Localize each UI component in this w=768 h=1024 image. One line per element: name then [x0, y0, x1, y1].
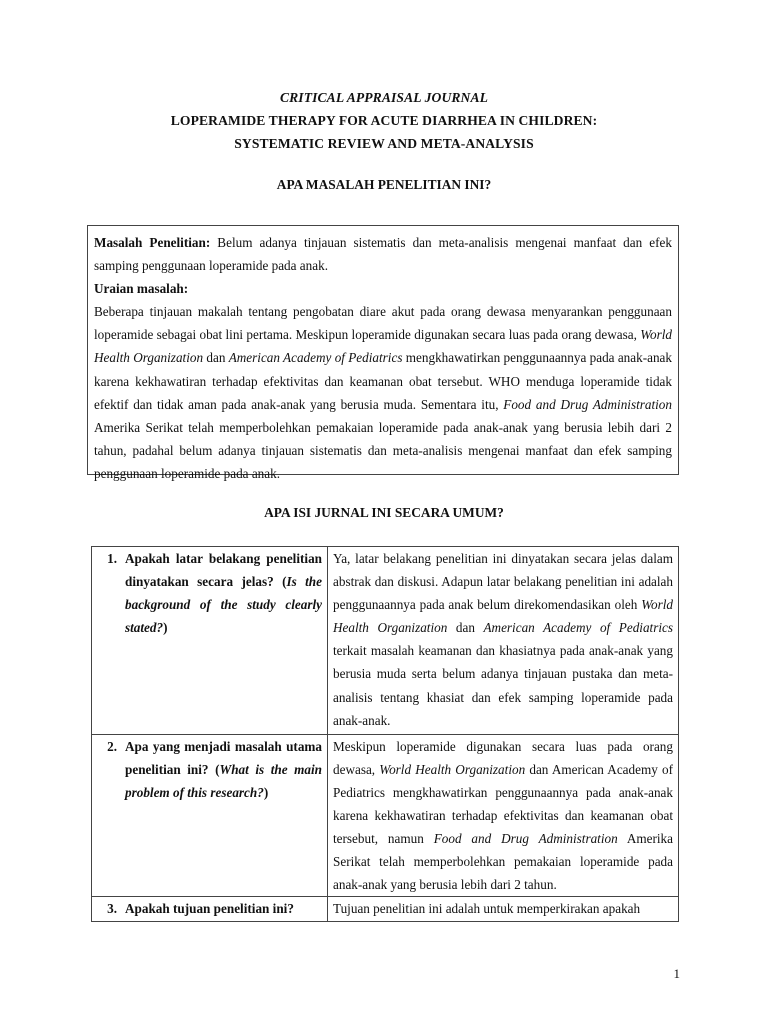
- question-number: 3.: [107, 901, 117, 917]
- document-title-block: [0, 86, 768, 155]
- question-en: What is the main problem of this research?: [125, 761, 322, 800]
- research-problem: [94, 231, 672, 277]
- journal-title-line-1: LOPERAMIDE THERAPY FOR ACUTE DIARRHEA IN CHILDREN:: [170, 113, 598, 128]
- question-cell: [92, 734, 328, 897]
- answer-cell: [328, 897, 679, 921]
- answer-text-a: Ya, latar belakang penelitian ini dinyatakan secara jelas dalam abstrak dan diskusi. Adapun latar belakang penelitian ini adalah penggunaannya pada anak belum direkomendasikan oleh: [333, 551, 673, 613]
- research-problem-text: Belum adanya tinjauan sistematis dan meta-analisis mengenai manfaat dan efek samping penggunaan loperamide pada anak.: [94, 235, 672, 274]
- desc-text-3: Amerika Serikat telah memperbolehkan pemakaian loperamide pada anak-anak yang berusia lebih dari 2 tahun, padahal belum adanya tinjauan sistematis dan meta-analisis mengenai manfaat dan efek samping penggunaan loperamide pada anak.: [94, 419, 672, 481]
- question-cell: [92, 547, 328, 735]
- answer-text-c: Amerika Serikat telah memperbolehkan pemakaian loperamide pada anak-anak yang berusia lebih dari 2 tahun.: [333, 831, 673, 893]
- problem-description: [94, 300, 672, 485]
- question-id: Apakah tujuan penelitian ini?: [125, 901, 294, 917]
- question-en: Is the background of the study clearly stated?: [125, 574, 322, 636]
- question-text: [125, 897, 322, 920]
- answer-text-a: Tujuan penelitian ini adalah untuk memperkirakan apakah: [333, 901, 641, 917]
- answer-italic-2: American Academy of Pediatrics: [483, 620, 673, 636]
- document-title: CRITICAL APPRAISAL JOURNAL: [279, 90, 489, 105]
- problem-description-label: Uraian masalah:: [94, 281, 189, 297]
- desc-and: dan: [203, 350, 229, 366]
- answer-text-b: dan American Academy of Pediatrics mengkhawatirkan penggunaannya pada anak-anak karena kekhawatiran terhadap efektivitas dan keamanan obat tersebut, namun: [333, 761, 673, 847]
- desc-text-2: mengkhawatirkan penggunaannya pada anak-anak karena kekhawatiran terhadap efektivitas dan keamanan obat tersebut. WHO menduga loperamide tidak efektif dan tidak aman pada anak-anak yang berusia muda. Sementara itu,: [94, 350, 673, 412]
- page-number: 1: [673, 966, 680, 981]
- question-cell: [92, 897, 328, 921]
- desc-fda: Food and Drug Administration: [503, 396, 672, 412]
- table-row: [92, 547, 679, 735]
- question-number: 2.: [107, 738, 117, 754]
- question-id: Apakah latar belakang penelitian dinyatakan secara jelas? (: [125, 551, 322, 590]
- desc-who: World Health Organization: [94, 327, 672, 366]
- appraisal-table: [91, 546, 679, 922]
- question-text: [125, 735, 322, 804]
- research-problem-label: Masalah Penelitian:: [94, 235, 211, 250]
- journal-title-line-2: SYSTEMATIC REVIEW AND META-ANALYSIS: [234, 136, 534, 151]
- answer-text-a: Meskipun loperamide digunakan secara luas pada orang dewasa,: [333, 738, 673, 777]
- desc-aap: American Academy of Pediatrics: [228, 350, 403, 366]
- table-row: [92, 897, 679, 921]
- answer-italic-1: World Health Organization: [379, 761, 526, 777]
- answer-italic-2: Food and Drug Administration: [433, 831, 618, 847]
- answer-cell: [328, 547, 679, 735]
- desc-text-1: Beberapa tinjauan makalah tentang pengobatan diare akut pada orang dewasa menyarankan penggunaan loperamide sebagai obat lini pertama. Meskipun loperamide digunakan secara luas pada orang dewasa,: [94, 304, 672, 343]
- answer-text-b: dan: [447, 620, 484, 636]
- answer-text-c: terkait masalah keamanan dan khasiatnya pada anak-anak yang berusia muda serta belum adanya tinjauan pustaka dan meta-analisis tentang khasiat dan efek samping loperamide pada anak-anak.: [333, 643, 673, 728]
- answer-cell: [328, 734, 679, 897]
- answer-italic-1: World Health Organization: [333, 597, 673, 636]
- question-text: [125, 547, 322, 639]
- table-row: [92, 734, 679, 897]
- section-heading-content: APA ISI JURNAL INI SECARA UMUM?: [264, 505, 504, 520]
- section-heading-problem: APA MASALAH PENELITIAN INI?: [276, 177, 492, 192]
- question-id: Apa yang menjadi masalah utama penelitian ini? (: [125, 738, 322, 777]
- question-number: 1.: [107, 551, 117, 566]
- question-end: ): [163, 620, 168, 636]
- question-end: ): [263, 784, 269, 800]
- problem-box: [87, 225, 679, 481]
